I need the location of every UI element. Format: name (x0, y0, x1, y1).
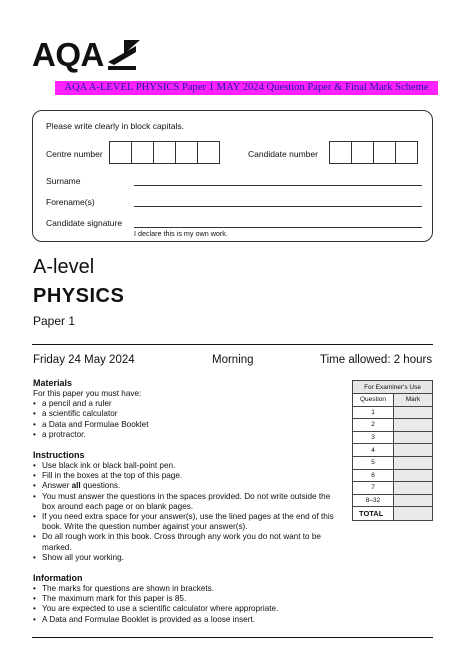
list-item: • Show all your working. (33, 553, 343, 563)
list-item: • You are expected to use a scientific calculator where appropriate. (33, 604, 343, 614)
table-row (353, 482, 433, 495)
table-row (353, 469, 433, 482)
forenames-label: Forename(s) (46, 197, 95, 207)
exam-session: Morning (212, 354, 254, 366)
mark-cell (394, 456, 433, 469)
table-row (353, 431, 433, 444)
mark-cell (394, 419, 433, 432)
surname-label: Surname (46, 176, 81, 186)
candidate-number-label: Candidate number (248, 149, 318, 159)
examiner-table-title: For Examiner's Use (353, 381, 433, 394)
mark-cell (394, 431, 433, 444)
list-item: • Do all rough work in this book. Cross through any work you do not want to be marked. (33, 532, 343, 552)
question-number: 4 (353, 444, 394, 457)
qualification-level: A-level (33, 256, 95, 278)
title-banner: AQA A-LEVEL PHYSICS Paper 1 MAY 2024 Question Paper & Final Mark Scheme (55, 81, 438, 95)
centre-number-boxes (109, 141, 220, 164)
total-label: TOTAL (353, 507, 394, 521)
information-section (33, 573, 343, 625)
examiner-use-table (352, 380, 433, 521)
subject-title: PHYSICS (33, 285, 125, 307)
candidate-number-boxes (329, 141, 418, 164)
candidate-number-box[interactable] (395, 141, 418, 164)
question-number: 6 (353, 469, 394, 482)
instructions-list (33, 461, 343, 563)
materials-section (33, 378, 338, 440)
column-header-mark: Mark (394, 394, 433, 407)
mark-cell (394, 482, 433, 495)
aqa-logo-text: AQA (32, 36, 104, 73)
mark-cell (394, 469, 433, 482)
centre-number-box[interactable] (153, 141, 176, 164)
materials-intro: For this paper you must have: (33, 389, 142, 398)
list-item: • The maximum mark for this paper is 85. (33, 594, 343, 604)
question-number: 7 (353, 482, 394, 495)
declaration-text: I declare this is my own work. (134, 229, 228, 238)
list-item: • a protractor. (33, 430, 338, 440)
signature-field[interactable] (134, 227, 422, 228)
table-row (353, 456, 433, 469)
centre-number-box[interactable] (131, 141, 154, 164)
question-number: 5 (353, 456, 394, 469)
candidate-number-box[interactable] (329, 141, 352, 164)
list-item: • Answer all questions. (33, 481, 343, 491)
table-row (353, 406, 433, 419)
forenames-field[interactable] (134, 206, 422, 207)
question-number: 1 (353, 406, 394, 419)
list-item: • a pencil and a ruler (33, 399, 338, 409)
aqa-logo-mark-icon (106, 40, 140, 70)
information-heading: Information (33, 573, 83, 583)
materials-list (33, 399, 338, 440)
block-capitals-heading: Please write clearly in block capitals. (46, 121, 184, 131)
list-item: • a Data and Formulae Booklet (33, 420, 338, 430)
aqa-logo (32, 38, 142, 72)
top-divider (32, 344, 433, 345)
column-header-question: Question (353, 394, 394, 407)
surname-field[interactable] (134, 185, 422, 186)
list-item: • a scientific calculator (33, 409, 338, 419)
mark-cell (394, 494, 433, 507)
paper-number: Paper 1 (33, 314, 76, 328)
signature-label: Candidate signature (46, 218, 123, 228)
exam-date: Friday 24 May 2024 (33, 354, 135, 366)
list-item: • If you need extra space for your answer(s), use the lined pages at the end of this book. Write the question number against your answer(s). (33, 512, 343, 532)
list-item: • Fill in the boxes at the top of this page. (33, 471, 343, 481)
list-item: • Use black ink or black ball-point pen. (33, 461, 343, 471)
list-item: • A Data and Formulae Booklet is provided as a loose insert. (33, 615, 343, 625)
total-mark-cell (394, 507, 433, 521)
materials-heading: Materials (33, 378, 73, 388)
table-row (353, 419, 433, 432)
question-number: 2 (353, 419, 394, 432)
centre-number-label: Centre number (46, 149, 103, 159)
candidate-number-box[interactable] (373, 141, 396, 164)
centre-number-box[interactable] (197, 141, 220, 164)
list-item: • You must answer the questions in the spaces provided. Do not write outside the box around each page or on blank pages. (33, 492, 343, 512)
table-row (353, 494, 433, 507)
centre-number-box[interactable] (175, 141, 198, 164)
bottom-divider (32, 637, 433, 638)
question-number: 3 (353, 431, 394, 444)
mark-cell (394, 406, 433, 419)
table-row (353, 444, 433, 457)
candidate-number-box[interactable] (351, 141, 374, 164)
list-item: • The marks for questions are shown in brackets. (33, 584, 343, 594)
centre-number-box[interactable] (109, 141, 132, 164)
mark-cell (394, 444, 433, 457)
information-list (33, 584, 343, 625)
instructions-section (33, 450, 343, 563)
question-number: 8–32 (353, 494, 394, 507)
instructions-heading: Instructions (33, 450, 85, 460)
time-allowed: Time allowed: 2 hours (320, 354, 433, 366)
table-row-total (353, 507, 433, 521)
